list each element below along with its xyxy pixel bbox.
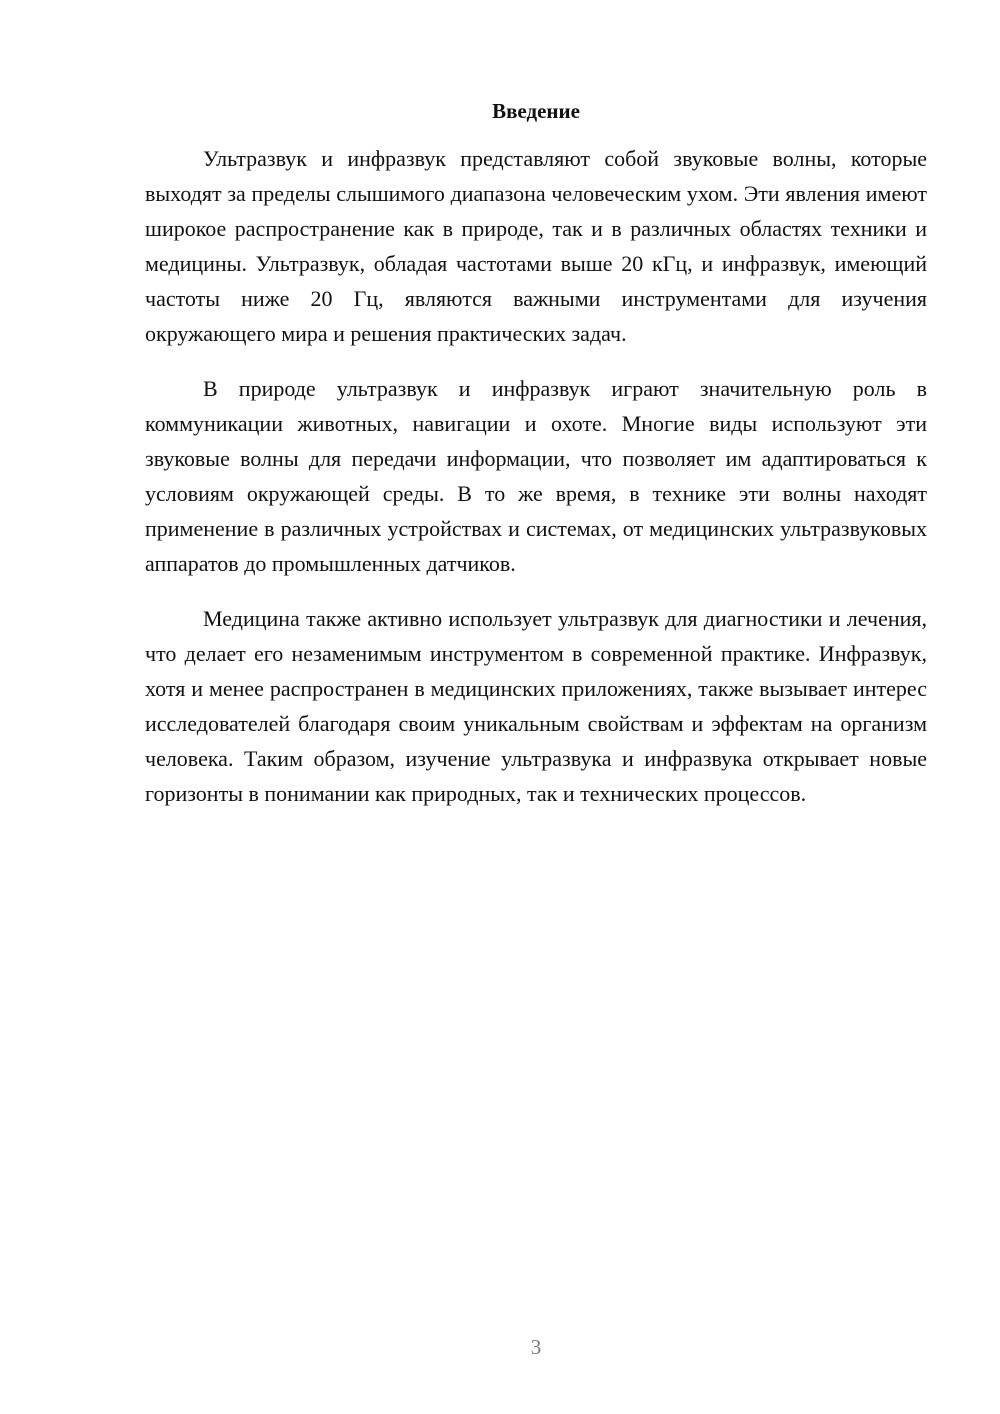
paragraph-intro: Ультразвук и инфразвук представляют собой звуковые волны, которые выходят за пределы слышимого диапазона человеческим ухом. Эти явления имеют широкое распространение как в природе, так и в различных областях техники и медицины. Ультразвук, обладая частотами выше 20 кГц, и инфразвук, имеющий частоты ниже 20 Гц, являются важными инструментами для изучения окружающего мира и решения практических задач. xyxy=(145,146,927,346)
page-number: 3 xyxy=(530,1335,542,1359)
section-body xyxy=(145,141,927,831)
paragraph-nature-technology: В природе ультразвук и инфразвук играют значительную роль в коммуникации животных, навигации и охоте. Многие виды используют эти звуковые волны для передачи информации, что позволяет им адаптироваться к условиям окружающей среды. В то же время, в технике эти волны находят применение в различных устройствах и системах, от медицинских ультразвуковых аппаратов до промышленных датчиков. xyxy=(145,376,927,576)
paragraph-medicine: Медицина также активно использует ультразвук для диагностики и лечения, что делает его незаменимым инструментом в современной практике. Инфразвук, хотя и менее распространен в медицинских приложениях, также вызывает интерес исследователей благодаря своим уникальным свойствам и эффектам на организм человека. Таким образом, изучение ультразвука и инфразвука открывает новые горизонты в понимании как природных, так и технических процессов. xyxy=(145,606,927,806)
section-title: Введение xyxy=(492,99,580,123)
